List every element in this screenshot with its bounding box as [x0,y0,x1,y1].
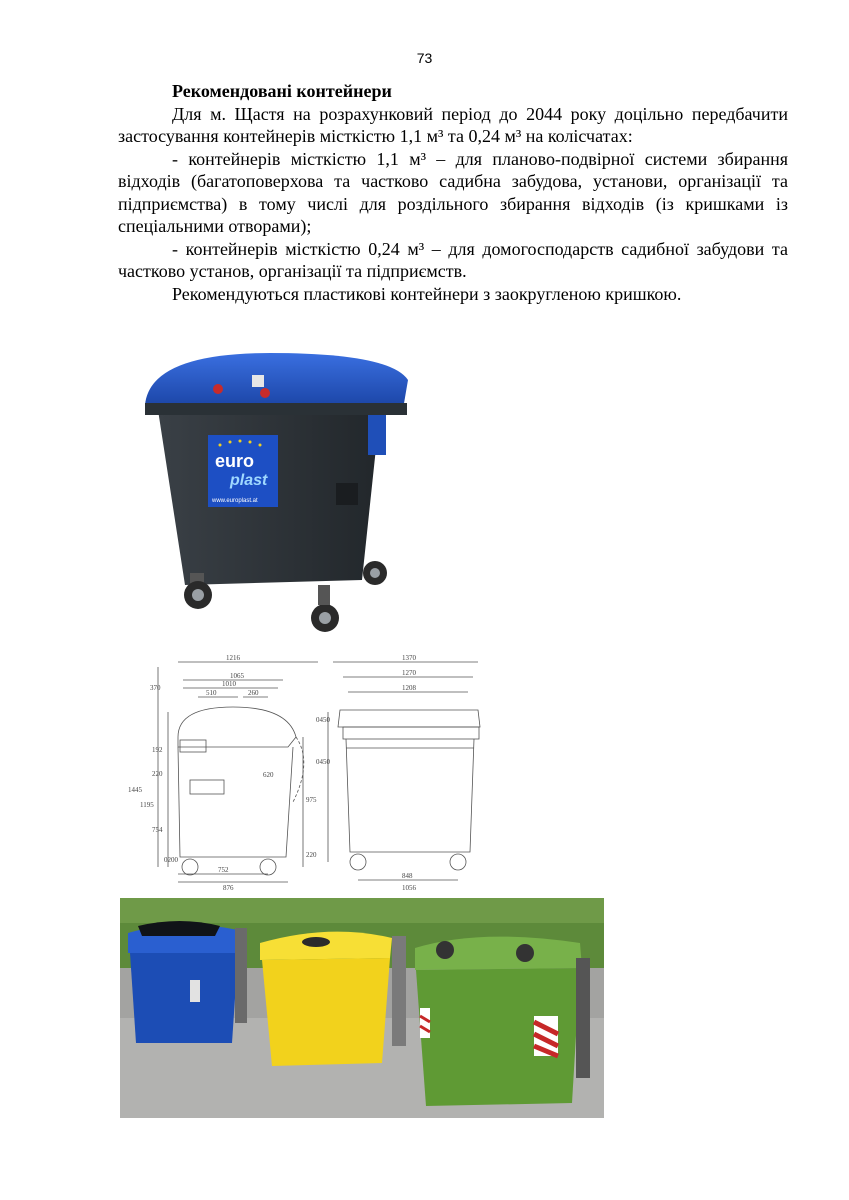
dimension-label: 0450 [316,758,330,766]
document-body [118,80,788,305]
dimension-label: 192 [152,746,163,754]
dimension-label: 752 [218,866,229,874]
dimension-label: 975 [306,796,317,804]
dimension-label: 1010 [222,680,236,688]
logo-text-plast: plast [230,472,268,489]
dimension-label: 260 [248,689,259,697]
dimension-label: 370 [150,684,161,692]
paragraph: Рекомендуються пластикові контейнери з заокругленою кришкою. [172,283,682,304]
dimension-label: 754 [152,826,163,834]
dimension-label: 1056 [402,884,416,892]
dimension-label: 1270 [402,669,416,677]
dimension-label: 1445 [128,786,142,794]
dimension-label: 620 [263,771,274,779]
dimension-label: 0450 [316,716,330,724]
logo-url: www.europlast.at [212,498,258,504]
dimension-label: 0200 [164,856,178,864]
dimension-label: 1370 [402,654,416,662]
paragraph: - контейнерів місткістю 0,24 м³ – для домогосподарств садибної забудови та частково установ, організації та підприємств. [118,238,788,281]
paragraph: Для м. Щастя на розрахунковий період до 2044 року доцільно передбачити застосування контейнерів місткістю 1,1 м³ та 0,24 м³ на колісчатах: [118,103,788,146]
container-product-image [140,345,420,635]
dimension-label: 220 [152,770,163,778]
dimension-label: 510 [206,689,217,697]
section-heading: Рекомендовані контейнери [172,81,392,101]
page-number: 73 [416,50,433,66]
dimension-label: 848 [402,872,413,880]
dimension-label: 1195 [140,801,154,809]
dimension-label: 220 [306,851,317,859]
container-technical-drawing [118,652,494,892]
dimension-label: 1208 [402,684,416,692]
dimension-label: 1065 [230,672,244,680]
sorting-containers-photo [120,898,604,1118]
dimension-label: 1216 [226,654,240,662]
dimension-label: 876 [223,884,234,892]
logo-text-euro: euro [215,451,255,471]
drawing-dimension-labels [128,654,417,892]
paragraph: - контейнерів місткістю 1,1 м³ – для планово-подвірної системи збирання відходів (багатоповерхова та частково садибна забудова, установи, організації та підприємства) в тому числі для роздільного збирання відходів (із кришками із спеціальними отворами); [118,148,788,236]
